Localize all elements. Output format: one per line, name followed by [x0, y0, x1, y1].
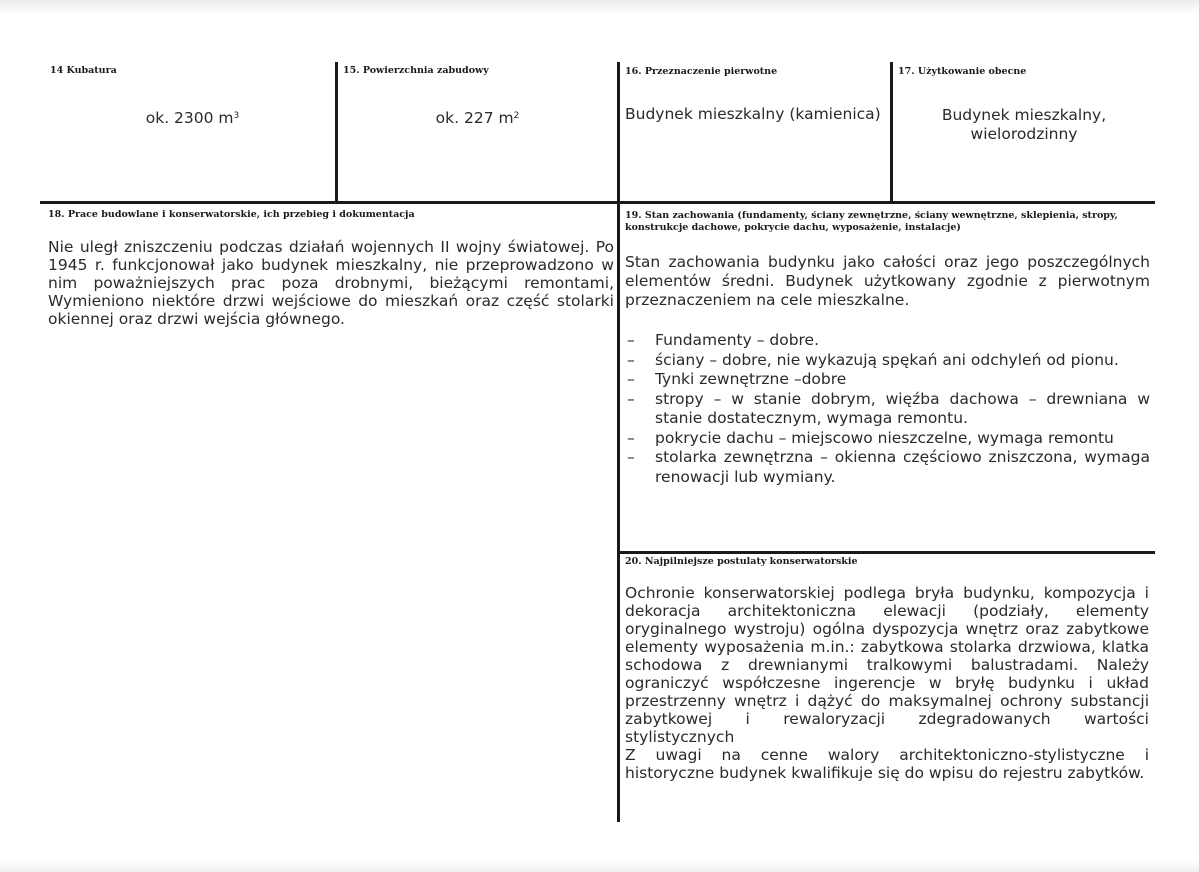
przeznaczenie-value: Budynek mieszkalny (kamienica) [625, 105, 881, 123]
powierzchnia-unit-exponent: 2 [513, 111, 520, 121]
divider-14-15 [335, 62, 338, 202]
list-item-text: ściany – dobre, nie wykazują spękań ani odchyleń od pionu. [655, 350, 1119, 369]
list-item-text: Tynki zewnętrzne –dobre [655, 370, 847, 388]
list-item [625, 429, 1150, 449]
dash-bullet: – [627, 428, 635, 447]
dash-bullet: – [627, 331, 635, 349]
row-divider-top [40, 201, 1155, 204]
list-item [625, 370, 1150, 390]
uzytkowanie-value-line1: Budynek mieszkalny, [941, 106, 1107, 124]
list-item [625, 448, 1150, 487]
kubatura-value [50, 109, 335, 128]
scan-edge-top [0, 0, 1199, 14]
row-divider-postulaty [619, 551, 1155, 554]
powierzchnia-label: 15. Powierzchnia zabudowy [343, 65, 489, 76]
powierzchnia-value-text: ok. 227 m [435, 109, 514, 127]
stan-items-list [625, 331, 1150, 487]
postulaty-paragraph-2: Z uwagi na cenne walory architektoniczno-stylistyczne i historyczne budynek kwalifikuje się do wpisu do rejestru zabytków. [625, 746, 1149, 782]
list-item [625, 390, 1150, 429]
powierzchnia-value [338, 109, 617, 128]
dash-bullet: – [627, 448, 635, 466]
kubatura-label: 14 Kubatura [50, 65, 117, 76]
list-item-text: pokrycie dachu – miejscowo nieszczelne, wymaga remontu [655, 428, 1114, 447]
scan-edge-bottom [0, 860, 1199, 872]
postulaty-label: 20. Najpilniejsze postulaty konserwatorskie [625, 556, 858, 567]
kubatura-unit-exponent: 3 [233, 111, 240, 121]
dash-bullet: – [627, 350, 635, 369]
przeznaczenie-label: 16. Przeznaczenie pierwotne [625, 66, 778, 77]
uzytkowanie-value [893, 106, 1155, 144]
uzytkowanie-value-line2: wielorodzinny [970, 125, 1078, 143]
dash-bullet: – [627, 389, 635, 408]
list-item-text: stropy – w stanie dobrym, więźba dachowa – drewniana w stanie dostatecznym, wymaga remontu. [655, 389, 1150, 427]
uzytkowanie-label: 17. Użytkowanie obecne [898, 66, 1027, 77]
postulaty-text [625, 584, 1149, 782]
list-item [625, 351, 1150, 371]
postulaty-paragraph-1: Ochronie konserwatorskiej podlega bryła budynku, kompozycja i dekoracja architektoniczna elewacji (podziały, elementy oryginalnego wystroju) ogólna dyspozycja wnętrz oraz zabytkowe elementy wyposażenia m.in.: zabytkowa stolarka drzwiowa, klatka schodowa z drewnianymi tralkowymi balustradami. Należy ograniczyć współczesne ingerencje w bryłę budynku i układ przestrzenny wnętrz i dążyć do maksymalnej ochrony substancji zabytkowej i rewaloryzacji zdegradowanych wartości stylistycznych [625, 584, 1149, 746]
list-item-text: stolarka zewnętrzna – okienna częściowo zniszczona, wymaga renowacji lub wymiany. [655, 448, 1150, 486]
divider-15-16 [617, 62, 620, 822]
dash-bullet: – [627, 370, 635, 388]
kubatura-value-text: ok. 2300 m [145, 109, 234, 127]
list-item [625, 331, 1150, 351]
prace-label: 18. Prace budowlane i konserwatorskie, ich przebieg i dokumentacja [48, 209, 415, 220]
prace-text: Nie uległ zniszczeniu podczas działań wojennych II wojny światowej. Po 1945 r. funkcjonował jako budynek mieszkalny, nie przeprowadzono w nim poważniejszych prac poza drobnymi, bieżącymi remontami, Wymieniono niektóre drzwi wejściowe do mieszkań oraz część stolarki okiennej oraz drzwi wejścia głównego. [48, 238, 614, 328]
list-item-text: Fundamenty – dobre. [655, 331, 820, 349]
stan-intro: Stan zachowania budynku jako całości oraz jego poszczególnych elementów średni. Budynek użytkowany zgodnie z pierwotnym przeznaczeniem na cele mieszkalne. [625, 253, 1150, 309]
stan-label: 19. Stan zachowania (fundamenty, ściany zewnętrzne, ściany wewnętrzne, sklepienia, stropy, konstrukcje dachowe, pokrycie dachu, wyposażenie, instalacje) [625, 210, 1118, 233]
